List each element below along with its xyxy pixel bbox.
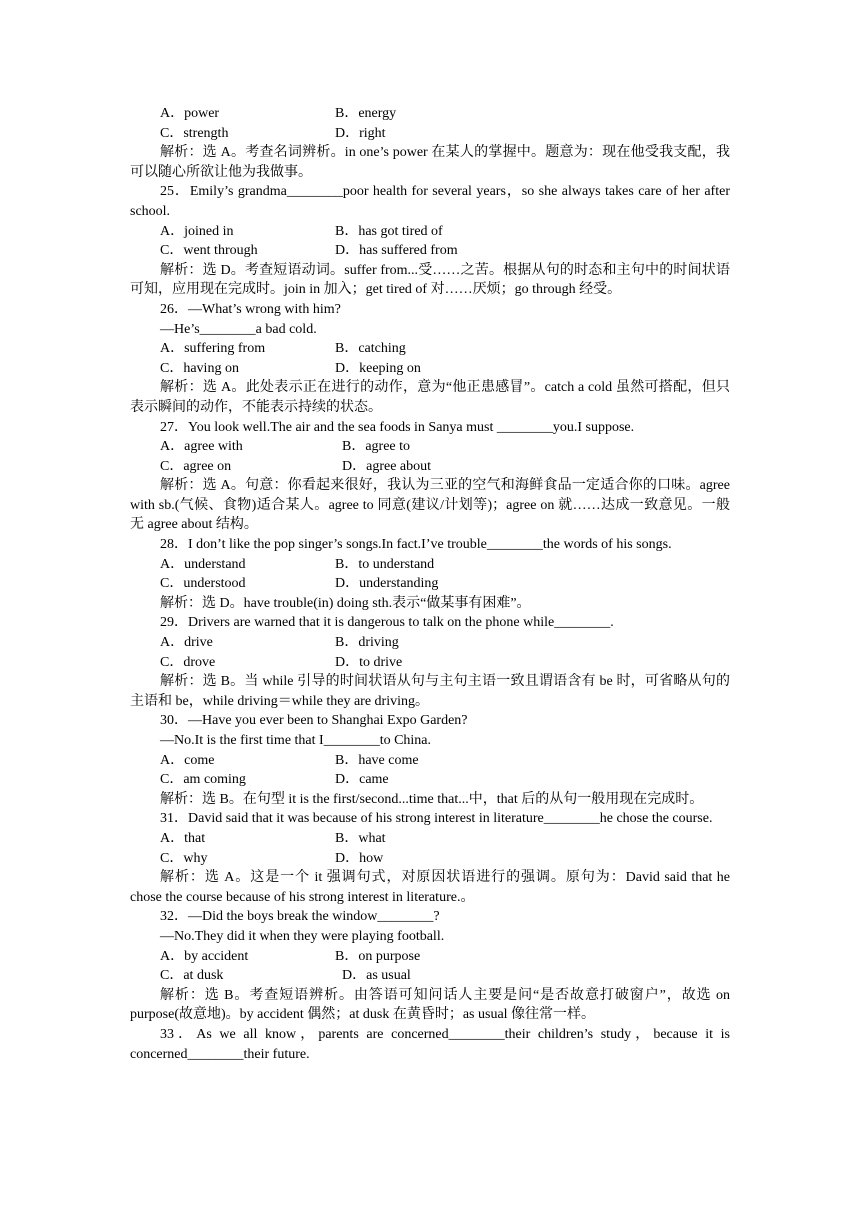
- question-text: —He’s________a bad cold.: [160, 321, 317, 337]
- question-text: 30．—Have you ever been to Shanghai Expo Garden?: [160, 713, 468, 729]
- answer-option: B．has got tired of: [335, 223, 443, 239]
- question-text: 31．David said that it was because of his strong interest in literature________he chose the course.: [160, 811, 713, 827]
- answer-option: B．catching: [335, 341, 406, 357]
- answer-option: C．why: [160, 850, 208, 866]
- answer-option: B．on purpose: [335, 948, 421, 964]
- answer-options-row: [130, 770, 730, 790]
- answer-option: D．agree about: [342, 458, 432, 474]
- question-text: —No.They did it when they were playing football.: [160, 928, 445, 944]
- answer-option: D．as usual: [342, 968, 411, 984]
- answer-option: C．understood: [160, 576, 246, 592]
- answer-option: C．at dusk: [160, 968, 224, 984]
- answer-option: A．agree with: [160, 439, 243, 455]
- answer-option: D．to drive: [335, 654, 403, 670]
- question-text: 26．—What’s wrong with him?: [160, 301, 341, 317]
- answer-options-row: [130, 241, 730, 261]
- answer-option: D．understanding: [335, 576, 439, 592]
- answer-options-row: [130, 104, 730, 124]
- answer-option: A．suffering from: [160, 341, 266, 357]
- answer-option: B．energy: [335, 106, 397, 121]
- answer-option: B．what: [335, 830, 386, 846]
- answer-option: B．to understand: [335, 556, 435, 572]
- answer-options-row: [130, 849, 730, 869]
- question-text: 27．You look well.The air and the sea foods in Sanya must ________you.I suppose.: [160, 419, 635, 435]
- answer-option: B．driving: [335, 635, 399, 651]
- answer-options-row: [130, 751, 730, 771]
- explanation-paragraph: 解析：选 A。此处表示正在进行的动作，意为“他正患感冒”。catch a cold 虽然可搭配，但只表示瞬间的动作，不能表示持续的状态。: [130, 380, 730, 415]
- question-text: 25．Emily’s grandma________poor health for several years，so she always takes care of her after school.: [130, 184, 730, 219]
- answer-options-row: [130, 457, 730, 477]
- answer-options-row: [130, 633, 730, 653]
- answer-option: C．drove: [160, 654, 216, 670]
- answer-options-row: [130, 437, 730, 457]
- answer-option: B．have come: [335, 752, 419, 768]
- answer-options-row: [130, 966, 730, 986]
- explanation-paragraph: 解析：选 B。考查短语辨析。由答语可知问话人主要是问“是否故意打破窗户”，故选 on purpose(故意地)。by accident 偶然；at dusk 在黄昏时；as usual 像往常一样。: [130, 987, 730, 1023]
- explanation-paragraph: 解析：选 B。在句型 it is the first/second...time that...中，that 后的从句一般用现在完成时。: [160, 791, 704, 807]
- answer-option: D．came: [335, 772, 389, 788]
- answer-options-row: [130, 222, 730, 242]
- answer-option: A．by accident: [160, 948, 249, 964]
- answer-options-row: [130, 359, 730, 379]
- answer-option: C．am coming: [160, 772, 246, 788]
- explanation-paragraph: 解析：选 A。这是一个 it 强调句式，对原因状语进行的强调。原句为：David said that he chose the course because of his strong interest in literature.。: [130, 870, 730, 905]
- answer-option: D．keeping on: [335, 360, 421, 376]
- answer-options-row: [130, 574, 730, 594]
- answer-options-row: [130, 653, 730, 673]
- answer-option: D．right: [335, 125, 386, 141]
- answer-options-row: [130, 339, 730, 359]
- answer-options-row: [130, 947, 730, 967]
- explanation-paragraph: 解析：选 A。句意：你看起来很好，我认为三亚的空气和海鲜食品一定适合你的口味。agree with sb.(气候、食物)适合某人。agree to 同意(建议/计划等)；agree on 就……达成一致意见。一般无 agree about 结构。: [130, 478, 730, 533]
- question-text: 33．As we all know，parents are concerned________their children’s study，because it is concerned________their future.: [130, 1026, 730, 1062]
- document-content: [130, 104, 730, 1064]
- question-text: —No.It is the first time that I________to China.: [160, 733, 432, 748]
- answer-option: C．having on: [160, 360, 239, 376]
- answer-option: A．joined in: [160, 223, 234, 239]
- answer-options-row: [130, 829, 730, 849]
- answer-option: C．went through: [160, 243, 258, 259]
- answer-option: A．drive: [160, 635, 213, 651]
- answer-options-row: [130, 555, 730, 575]
- explanation-paragraph: 解析：选 B。当 while 引导的时间状语从句与主句主语一致且谓语含有 be 时，可省略从句的主语和 be，while driving＝while they are driving。: [130, 674, 730, 709]
- answer-option: A．that: [160, 830, 206, 846]
- question-text: 32．—Did the boys break the window________?: [160, 909, 440, 925]
- question-text: 29．Drivers are warned that it is dangerous to talk on the phone while________.: [160, 615, 614, 631]
- explanation-paragraph: 解析：选 D。have trouble(in) doing sth.表示“做某事有困难”。: [160, 595, 531, 611]
- question-text: 28．I don’t like the pop singer’s songs.In fact.I’ve trouble________the words of his songs.: [160, 537, 672, 553]
- answer-option: D．has suffered from: [335, 243, 458, 259]
- answer-option: A．power: [160, 106, 220, 121]
- answer-option: A．understand: [160, 556, 246, 572]
- explanation-paragraph: 解析：选 A。考查名词辨析。in one’s power 在某人的掌握中。题意为：现在他受我支配，我可以随心所欲让他为我做事。: [130, 145, 730, 180]
- answer-option: C．agree on: [160, 458, 232, 474]
- answer-option: D．how: [335, 850, 384, 866]
- answer-option: A．come: [160, 752, 215, 768]
- answer-option: C．strength: [160, 125, 229, 141]
- explanation-paragraph: 解析：选 D。考查短语动词。suffer from...受……之苦。根据从句的时态和主句中的时间状语可知，应用现在完成时。join in 加入；get tired of 对……厌烦；go through 经受。: [130, 262, 730, 298]
- answer-option: B．agree to: [342, 439, 411, 455]
- answer-options-row: [130, 124, 730, 144]
